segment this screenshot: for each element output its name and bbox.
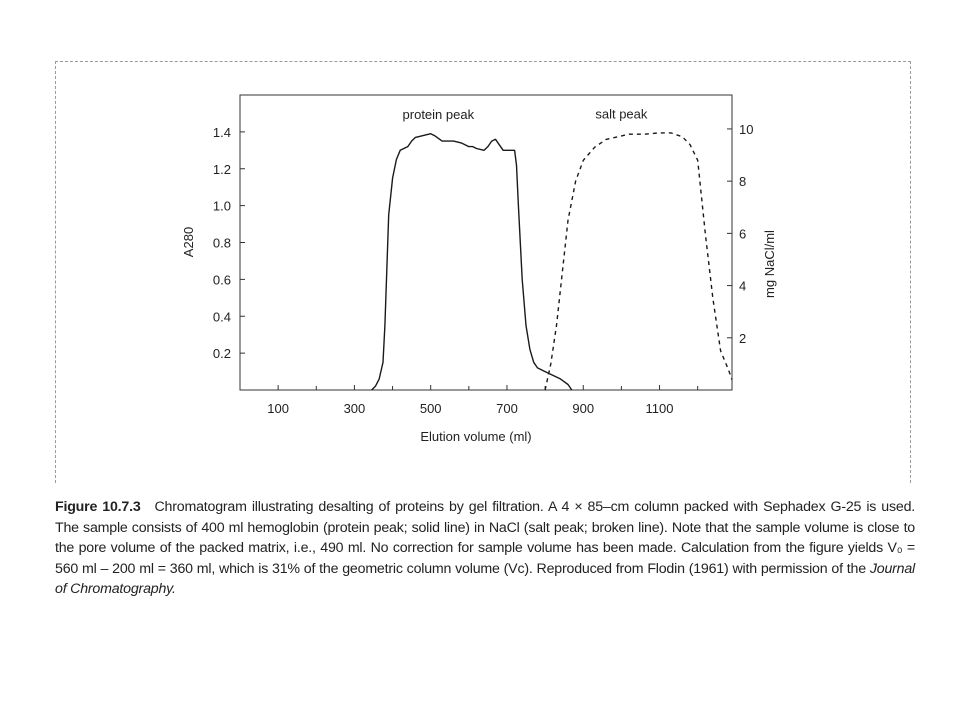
x-tick-label: 700 <box>496 401 518 416</box>
salt-peak-label: salt peak <box>595 106 648 122</box>
y-left-tick-label: 1.0 <box>212 198 231 214</box>
x-tick-label: 100 <box>267 401 289 416</box>
x-tick-label: 500 <box>419 401 442 416</box>
y-left-tick-label: 0.2 <box>212 346 231 362</box>
y-left-tick-label: 0.4 <box>212 309 231 325</box>
y-right-axis-title: mg NaCl/ml <box>762 230 777 298</box>
figure-label: Figure 10.7.3 <box>55 499 141 515</box>
y-right-tick-label: 6 <box>739 226 747 242</box>
figure-caption <box>55 497 915 600</box>
annotation-group <box>403 106 648 121</box>
salt-peak-line <box>545 133 732 390</box>
x-tick-label: 300 <box>343 401 366 416</box>
y-right-tick-label: 4 <box>739 278 747 294</box>
y-left-tick-label: 1.2 <box>212 161 231 177</box>
x-tick-label: 900 <box>572 401 595 416</box>
protein-peak-line <box>372 134 572 390</box>
x-axis-title: Elution volume (ml) <box>420 429 532 444</box>
y-left-tick-label: 0.8 <box>212 235 231 251</box>
y-left-axis-title: A280 <box>181 226 196 258</box>
y-right-tick-label: 2 <box>739 330 747 346</box>
caption-body: Chromatogram illustrating desalting of proteins by gel filtration. A 4 × 85–cm column packed with Sephadex G-25 is used. The sample consists of 400 ml hemoglobin (protein peak; solid line) in NaCl (salt peak; broken line). Note that the sample volume is close to the pore volume of the packed matrix, i.e., 490 ml. No correction for sample volume has been made. Calculation from the figure yields V₀ = 560 ml – 200 ml = 360 ml, which is 31% of the geometric column volume (Vc). Reproduced from Flodin (1961) with permission of the <box>55 499 915 577</box>
y-right-tick-label: 10 <box>739 121 754 137</box>
plot-area <box>240 95 732 390</box>
x-tick-label: 1100 <box>645 401 674 416</box>
y-right-tick-label: 8 <box>739 174 747 190</box>
y-left-tick-label: 1.4 <box>212 124 231 140</box>
series-group <box>372 133 732 390</box>
caption-journal: Journal of Chromatography. <box>55 560 915 598</box>
y-left-tick-label: 0.6 <box>212 272 231 288</box>
protein-peak-label: protein peak <box>402 106 475 122</box>
y-right-axis-ticks <box>727 122 753 346</box>
